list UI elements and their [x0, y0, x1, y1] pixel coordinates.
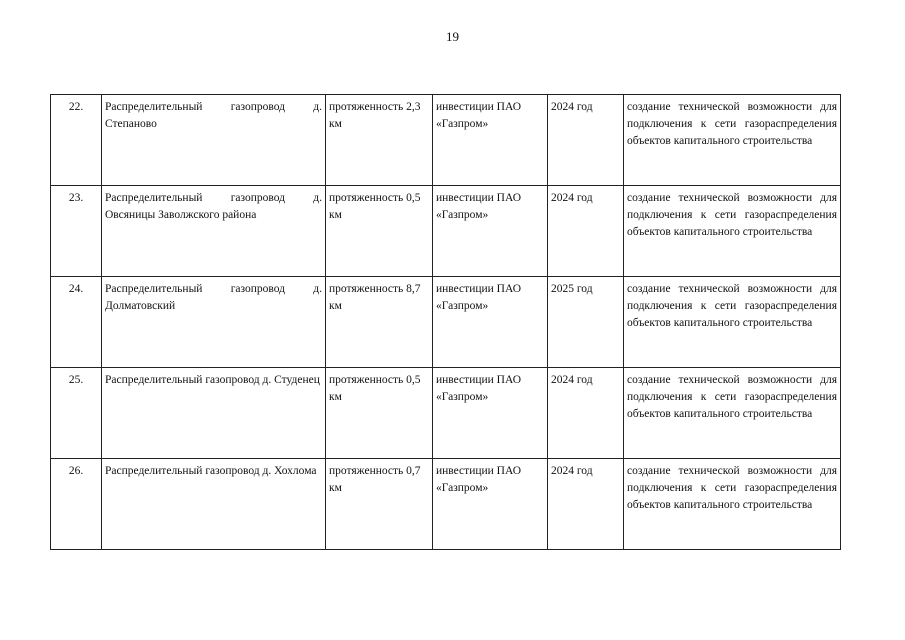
- object-parameter: протяженность 8,7 км: [326, 277, 433, 368]
- purpose: создание технической возможности для подключения к сети газораспределения объектов капитального строительства: [624, 95, 841, 186]
- table-row: [51, 459, 841, 550]
- funding-source: инвестиции ПАО «Газпром»: [433, 186, 548, 277]
- implementation-year: 2024 год: [548, 95, 624, 186]
- object-parameter: протяженность 0,7 км: [326, 459, 433, 550]
- purpose: создание технической возможности для подключения к сети газораспределения объектов капитального строительства: [624, 186, 841, 277]
- table-row: [51, 95, 841, 186]
- object-parameter: протяженность 0,5 км: [326, 186, 433, 277]
- row-number: 26.: [51, 459, 102, 550]
- purpose: создание технической возможности для подключения к сети газораспределения объектов капитального строительства: [624, 277, 841, 368]
- purpose: создание технической возможности для подключения к сети газораспределения объектов капитального строительства: [624, 459, 841, 550]
- implementation-year: 2024 год: [548, 186, 624, 277]
- row-number: 25.: [51, 368, 102, 459]
- funding-source: инвестиции ПАО «Газпром»: [433, 459, 548, 550]
- page-number: 19: [446, 29, 459, 44]
- object-name: Распределительный газопровод д. Овсяницы Заволжского района: [102, 186, 326, 277]
- implementation-year: 2024 год: [548, 459, 624, 550]
- object-parameter: протяженность 0,5 км: [326, 368, 433, 459]
- funding-source: инвестиции ПАО «Газпром»: [433, 95, 548, 186]
- row-number: 24.: [51, 277, 102, 368]
- funding-source: инвестиции ПАО «Газпром»: [433, 368, 548, 459]
- table-row: [51, 186, 841, 277]
- object-name: Распределительный газопровод д. Студенец: [102, 368, 326, 459]
- row-number: 23.: [51, 186, 102, 277]
- purpose: создание технической возможности для подключения к сети газораспределения объектов капитального строительства: [624, 368, 841, 459]
- object-name: Распределительный газопровод д. Долматовский: [102, 277, 326, 368]
- implementation-year: 2024 год: [548, 368, 624, 459]
- facilities-table: [50, 94, 841, 550]
- row-number: 22.: [51, 95, 102, 186]
- object-name: Распределительный газопровод д. Степаново: [102, 95, 326, 186]
- object-parameter: протяженность 2,3 км: [326, 95, 433, 186]
- table-row: [51, 368, 841, 459]
- funding-source: инвестиции ПАО «Газпром»: [433, 277, 548, 368]
- table-row: [51, 277, 841, 368]
- object-name: Распределительный газопровод д. Хохлома: [102, 459, 326, 550]
- implementation-year: 2025 год: [548, 277, 624, 368]
